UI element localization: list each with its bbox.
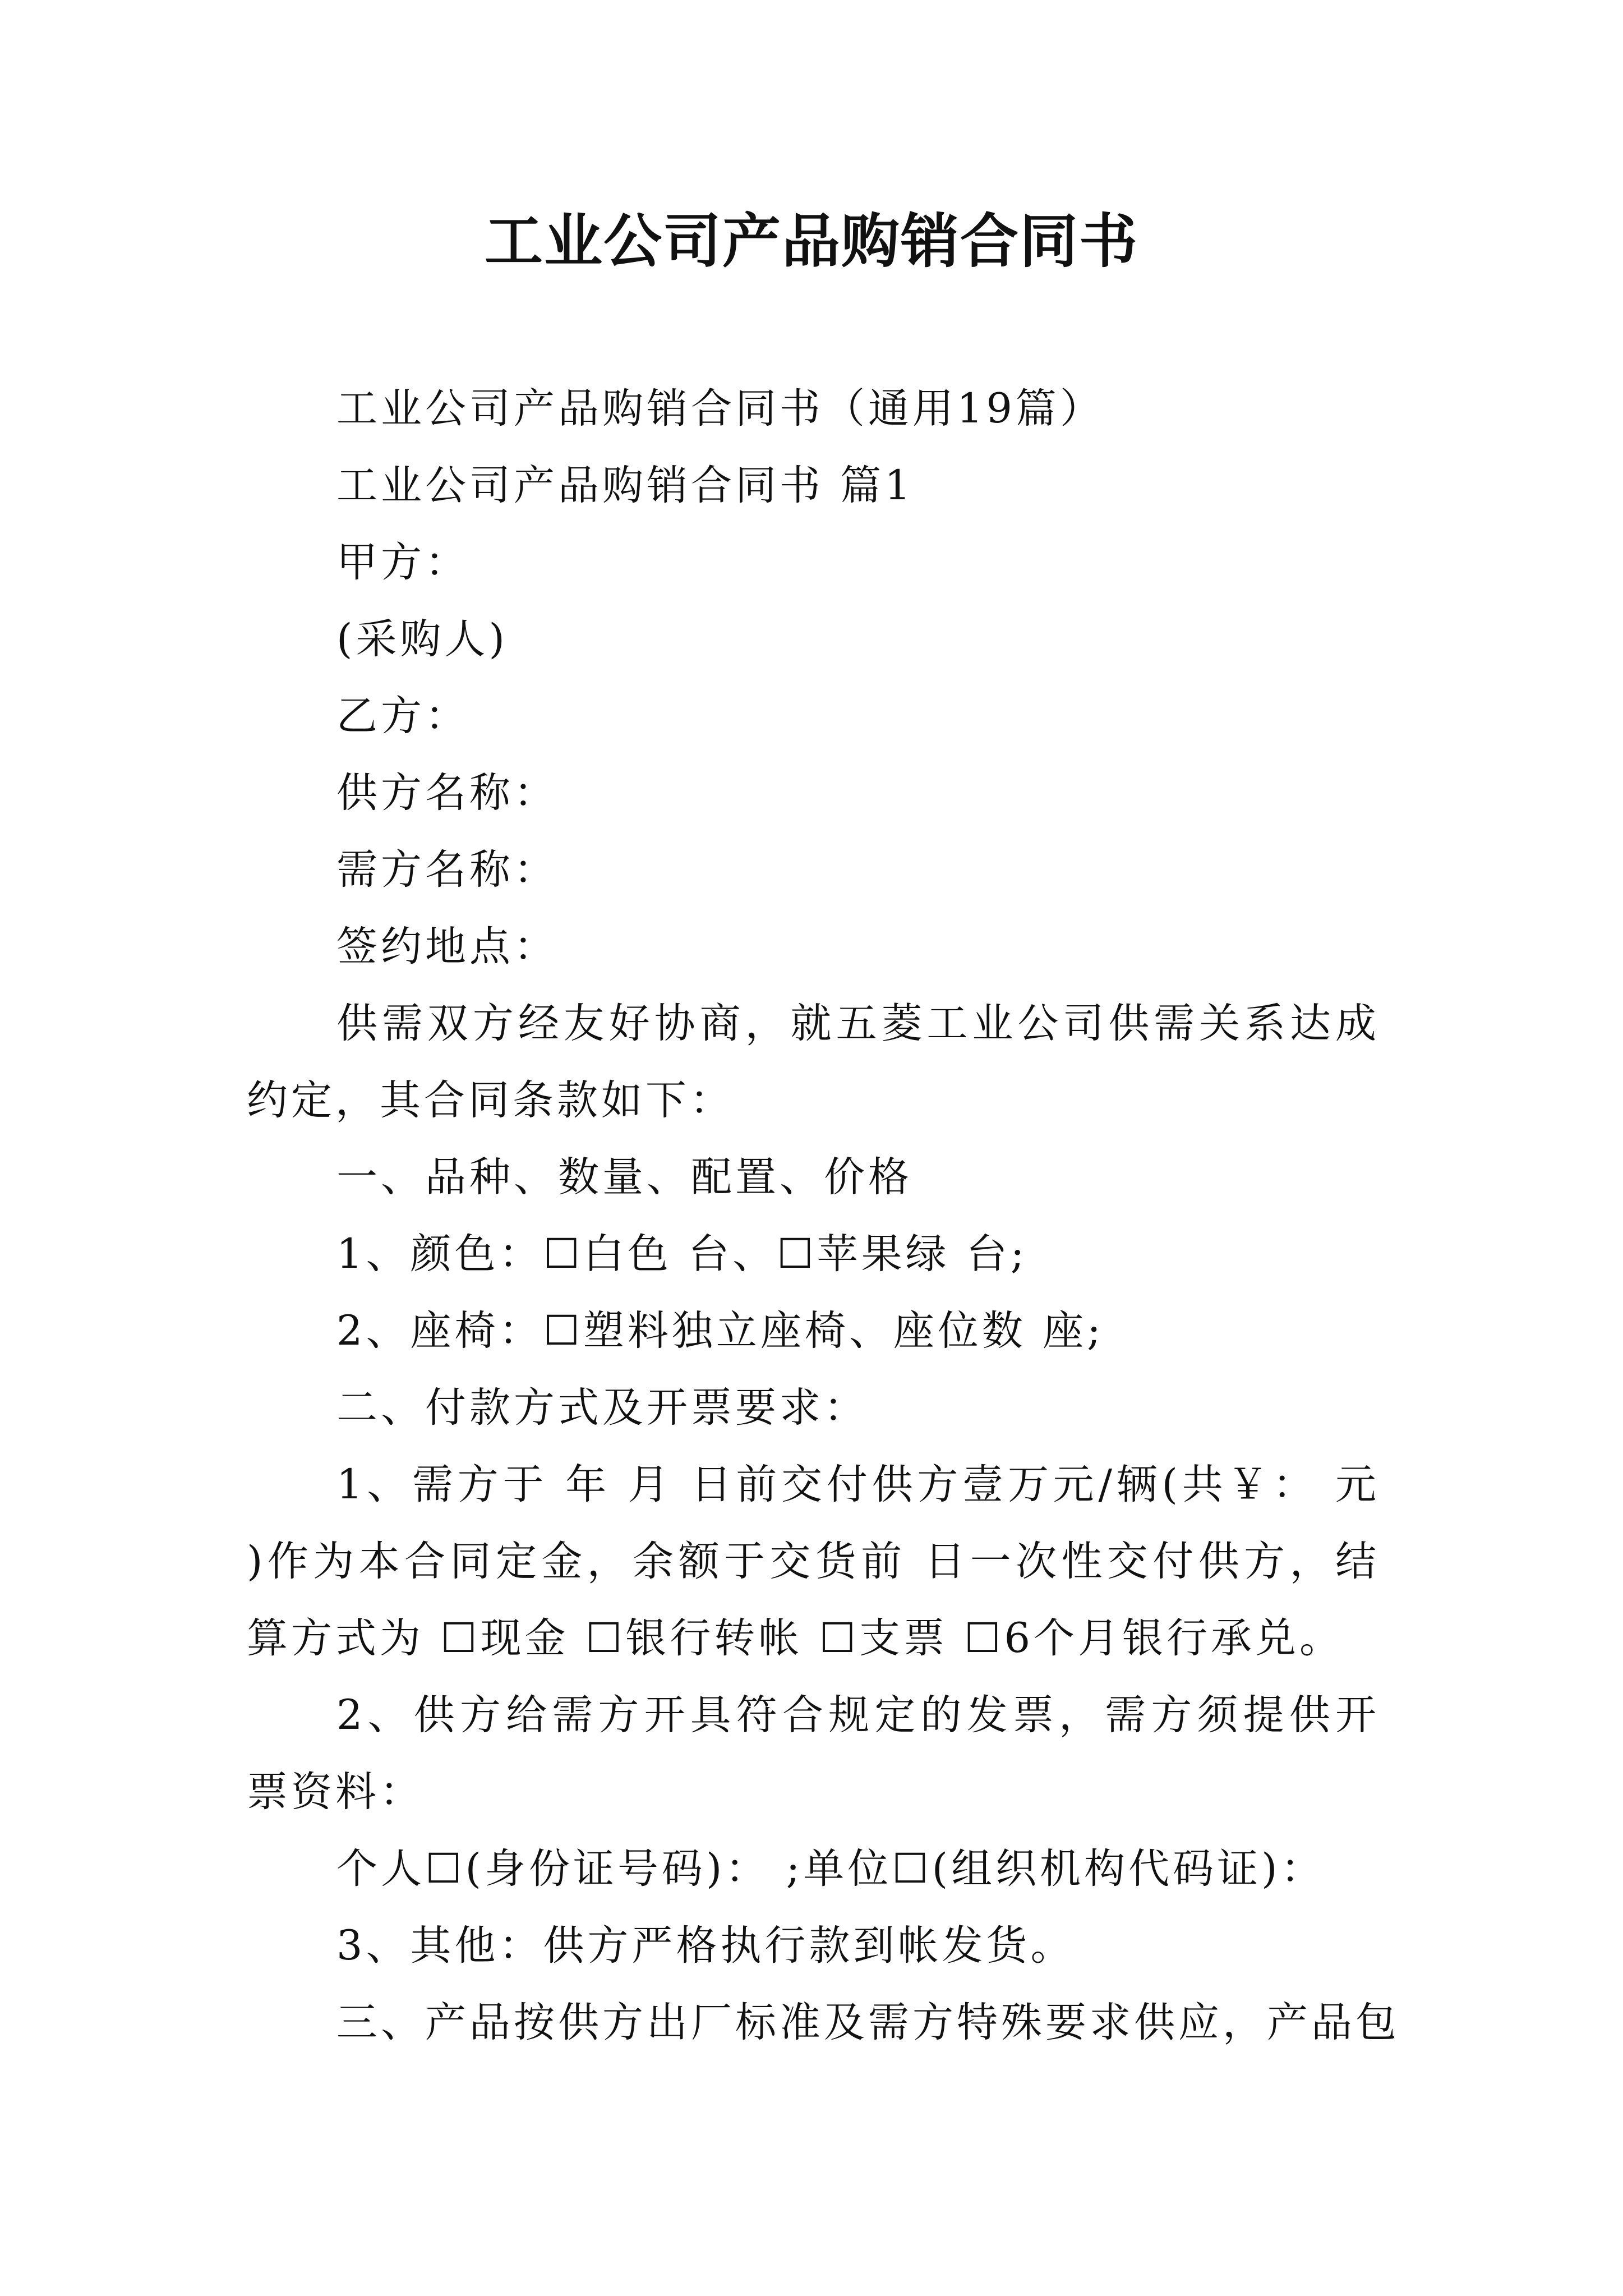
document-body	[247, 370, 1400, 2061]
clause-2-heading: 二、付款方式及开票要求：	[336, 1384, 868, 1432]
clause-2-item-payment: 1、需方于 年 月 日前交付供方壹万元/辆(共￥： 元 )作为本合同定金，余额于交货前 日一次性交付供方，结算方式为 ☐现金 ☐银行转帐 ☐支票 ☐6个月银行承兑。	[247, 1461, 1380, 1662]
buyer-name-label: 需方名称：	[336, 846, 558, 894]
supplier-name-label: 供方名称：	[336, 769, 558, 817]
clause-1-heading: 一、品种、数量、配置、价格	[336, 1153, 912, 1201]
party-a-label: 甲方：	[336, 539, 469, 586]
clause-2-item-other: 3、其他：供方严格执行款到帐发货。	[336, 1922, 1075, 1970]
section-heading: 工业公司产品购销合同书 篇1	[336, 462, 914, 509]
clause-3-paragraph: 三、产品按供方出厂标准及需方特殊要求供应，产品包	[336, 1999, 1400, 2046]
clause-1-item-color: 1、颜色：☐白色 台、☐苹果绿 台;	[336, 1230, 1028, 1278]
clause-2-item-invoice: 2、供方给需方开具符合规定的发票，需方须提供开票资料：	[247, 1691, 1380, 1816]
preamble-paragraph: 供需双方经友好协商，就五菱工业公司供需关系达成约定，其合同条款如下：	[247, 1000, 1380, 1124]
clause-2-invoice-details: 个人☐(身份证号码)： ;单位☐(组织机构代码证)：	[336, 1845, 1325, 1893]
document-title: 工业公司产品购销合同书	[484, 206, 1138, 275]
party-a-role: (采购人)	[336, 615, 508, 663]
signing-location-label: 签约地点：	[336, 923, 558, 970]
subtitle-line: 工业公司产品购销合同书（通用19篇）	[336, 385, 1104, 432]
clause-1-item-seat: 2、座椅：☐塑料独立座椅、座位数 座;	[336, 1307, 1104, 1355]
party-b-label: 乙方：	[336, 692, 469, 740]
